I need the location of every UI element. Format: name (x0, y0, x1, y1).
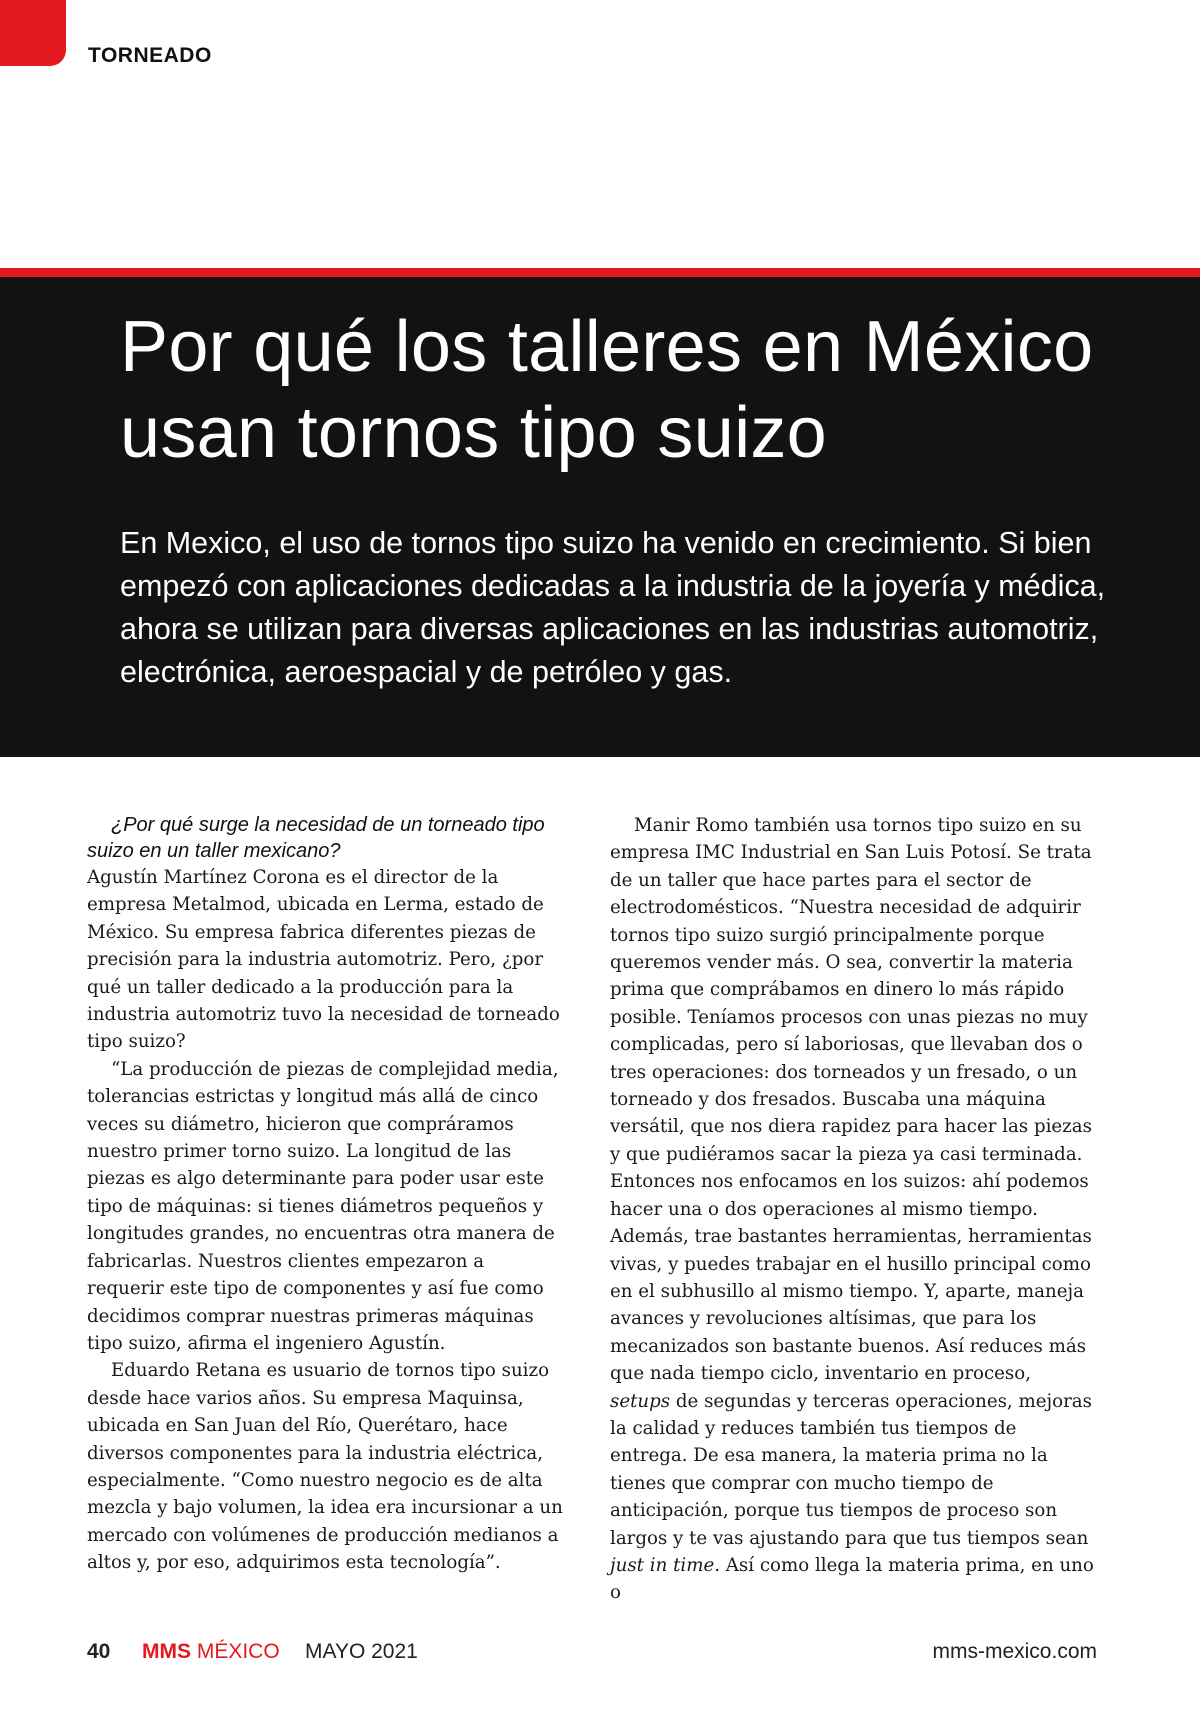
brand-bold: MMS (142, 1640, 191, 1663)
body-text: de segundas y terceras operaciones, mejoras la calidad y reduces también tus tiempos de entrega. De esa manera, la materia prima no la tienes que comprar con mucho tiempo de anticipación, porque tus tiempos de proceso son largos y te vas ajustando para que tus tiempos sean (610, 1390, 1092, 1549)
article-deck: En Mexico, el uso de tornos tipo suizo ha venido en crecimiento. Si bien empezó con aplicaciones dedicadas a la industria de la joyería y médica, ahora se utilizan para diversas aplicaciones en las industrias automotriz, electrónica, aeroespacial y de petróleo y gas. (120, 526, 1106, 689)
body-italic-term: setups (610, 1390, 671, 1412)
body-text: . Así como llega la materia prima, en uno o (610, 1554, 1094, 1604)
brand-rest: MÉXICO (196, 1640, 280, 1663)
section-label: TORNEADO (88, 44, 212, 67)
body-paragraph: Agustín Martínez Corona es el director de la empresa Metalmod, ubicada en Lerma, estado de México. Su empresa fabrica diferentes piezas de precisión para la industria automotriz. Pero, ¿por qué un taller dedicado a la producción para la industria automotriz tuvo la necesidad de torneado tipo suizo? (87, 867, 560, 1053)
issue-date: MAYO 2021 (305, 1640, 418, 1663)
body-text: Manir Romo también usa tornos tipo suizo en su empresa IMC Industrial en San Luis Potosí. Se trata de un taller que hace partes para el sector de electrodomésticos. “Nuestra necesidad de adquirir tornos tipo suizo surgió principalmente porque queremos vender más. O sea, convertir la materia prima que comprábamos en dinero lo más rápido posible. Teníamos procesos con unas piezas no muy complicadas, pero sí laboriosas, que llevaban dos o tres operaciones: dos torneados y un fresado, o un torneado y dos fresados. Buscaba una máquina versátil, que nos diera rapidez para hacer las piezas y que pudiéramos sacar la pieza ya casi terminada. Entonces nos enfocamos en los suizos: ahí podemos hacer una o dos operaciones al mismo tiempo. Además, trae bastantes herramientas, herramientas vivas, y puedes trabajar en el husillo principal como en el subhusillo al mismo tiempo. Y, aparte, maneja avances y revoluciones altísimas, que para los mecanizados son bastante buenos. Así reduces más que nada tiempo ciclo, inventario en proceso, (610, 815, 1092, 1385)
website-link[interactable]: mms-mexico.com (932, 1640, 1097, 1663)
body-paragraph (610, 812, 1095, 1607)
magazine-brand (142, 1640, 280, 1664)
article-title: Por qué los talleres en México usan tornos tipo suizo (120, 307, 1094, 473)
body-paragraph: Eduardo Retana es usuario de tornos tipo suizo desde hace varios años. Su empresa Maquinsa, ubicada en San Juan del Río, Querétaro, hace diversos componentes para la industria eléctrica, especialmente. “Como nuestro negocio es de alta mezcla y bajo volumen, la idea era incursionar a un mercado con volúmenes de producción medianos a altos y, por eso, adquirimos esta tecnología”. (87, 1360, 563, 1574)
article-column-right (610, 812, 1095, 1607)
section-tab-marker (0, 0, 66, 66)
body-paragraph: “La producción de piezas de complejidad media, tolerancias estrictas y longitud más allá de cinco veces su diámetro, hicieron que compráramos nuestro primer torno suizo. La longitud de las piezas es algo determinante para poder usar este tipo de máquinas: si tienes diámetros pequeños y longitudes grandes, no encuentras otra manera de fabricarlas. Nuestros clientes empezaron a requerir este tipo de componentes y así fue como decidimos comprar nuestras primeras máquinas tipo suizo, afirma el ingeniero Agustín. (87, 1058, 559, 1354)
page-number: 40 (87, 1640, 111, 1663)
page-footer (87, 1640, 1097, 1670)
article-column-left (87, 812, 565, 1577)
red-rule (0, 268, 1200, 277)
article-subhead: ¿Por qué surge la necesidad de un torneado tipo suizo en un taller mexicano? (87, 814, 545, 862)
body-italic-term: just in time (610, 1554, 715, 1576)
